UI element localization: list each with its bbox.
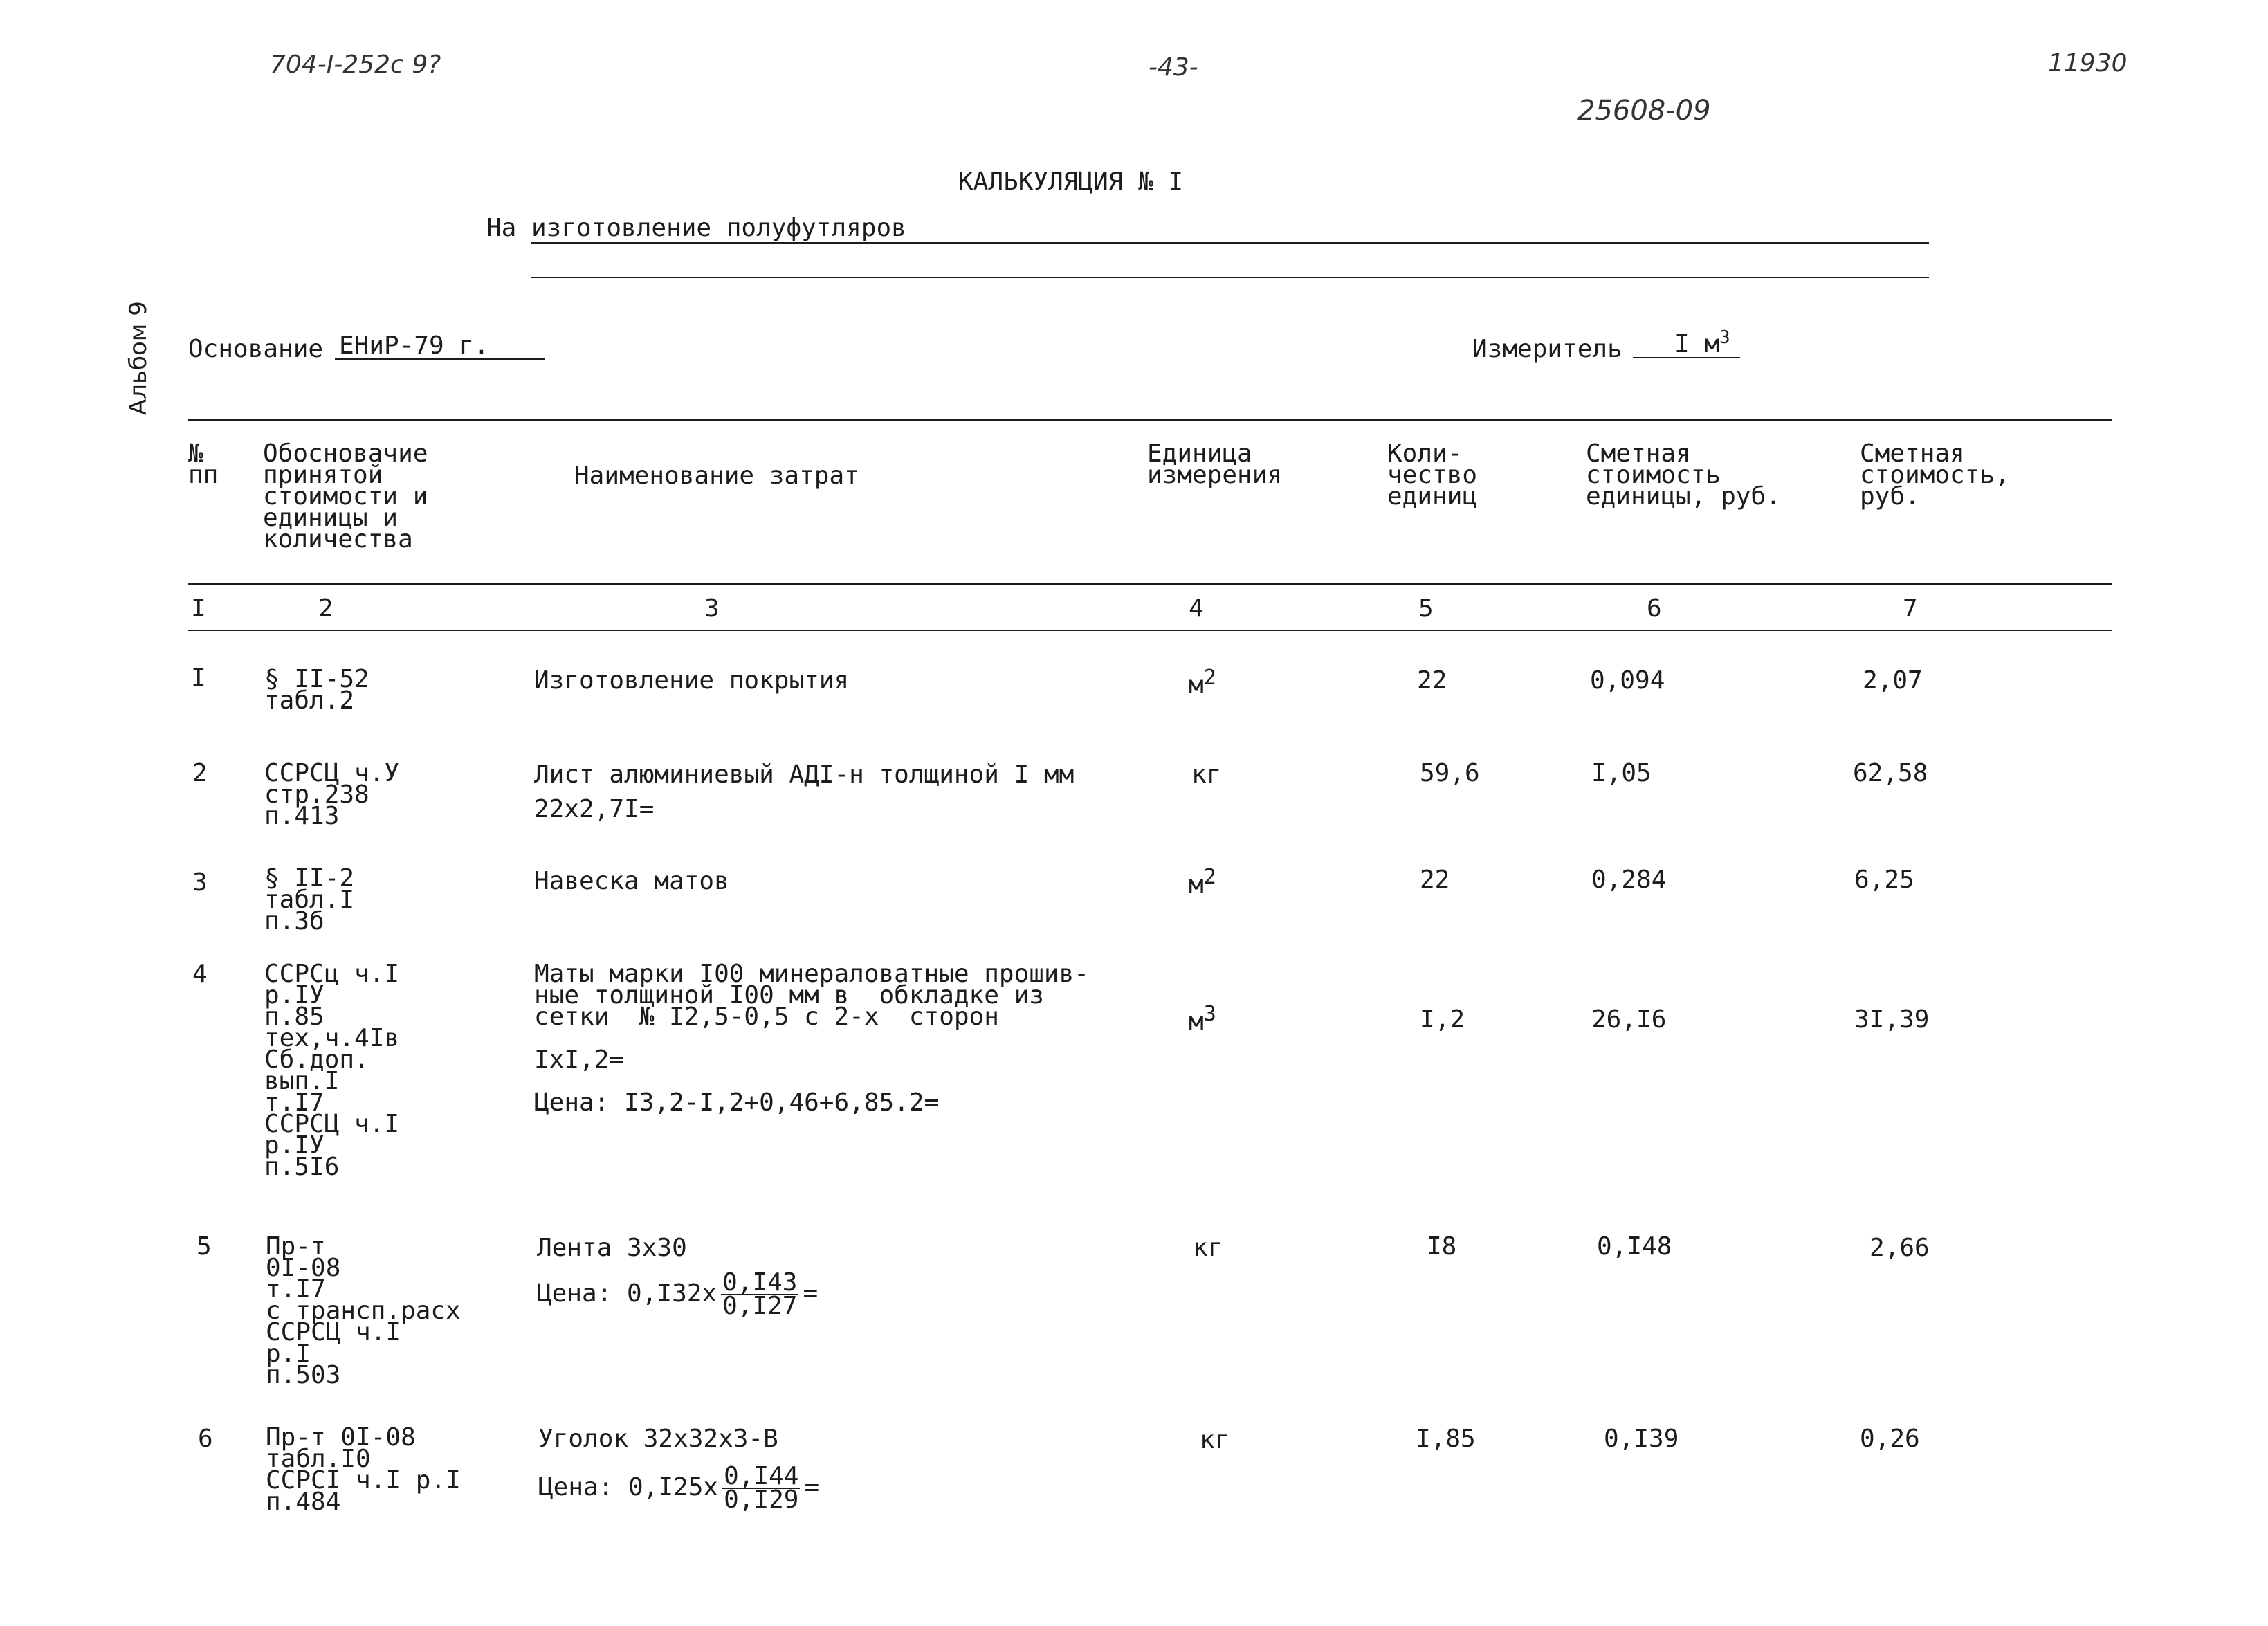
table-numbers-rule: [188, 630, 2112, 631]
meter-value: I $м^3$: [1633, 325, 1740, 358]
row-qty: 22: [1420, 866, 1450, 894]
table-top-rule: [188, 419, 2112, 421]
col-number-5: 5: [1418, 594, 1434, 623]
registration-number: 25608-09: [1577, 95, 1711, 127]
col-number-7: 7: [1903, 594, 1918, 623]
row-cost: 2,07: [1863, 666, 1923, 695]
row-cost: 0,26: [1860, 1425, 1920, 1453]
row-num: 4: [192, 960, 208, 988]
row-unit-cost: I,05: [1591, 759, 1652, 787]
row-price: Цена: I3,2-I,2+0,46+6,85.2=: [534, 1088, 940, 1117]
album-label: Альбом 9: [125, 301, 152, 415]
row-qty: I,2: [1420, 1005, 1465, 1034]
row-unit: $м^2$: [1189, 666, 1216, 700]
row-num: 3: [192, 868, 208, 897]
row-name: Изготовление покрытия: [534, 666, 850, 695]
col-header-basis: Обосновачие принятой стоимости и единицы и количества: [263, 439, 428, 554]
row-basis: Пр-т 0I-08 табл.I0 ССРСI ч.I р.I п.484: [266, 1423, 461, 1516]
purpose-label: На: [486, 214, 517, 242]
row-qty: 59,6: [1420, 759, 1480, 787]
col-number-3: 3: [704, 594, 720, 623]
row-cost: 6,25: [1854, 866, 1914, 894]
col-header-unit: Единица измерения: [1147, 439, 1283, 489]
row-name: Уголок 32х32х3-В: [538, 1425, 778, 1453]
row-num: I: [191, 664, 206, 692]
col-header-cost: Сметная стоимость, руб.: [1860, 439, 2010, 511]
sheet-number: 11930: [2048, 49, 2128, 77]
row-cost: 62,58: [1853, 759, 1928, 787]
col-number-1: I: [191, 594, 206, 623]
row-cost: 2,66: [1869, 1234, 1930, 1262]
row-price: Цена: 0,I25х $\frac{0,I44}{0,I29}$ =: [538, 1462, 820, 1514]
col-header-unit-cost: Сметная стоимость единицы, руб.: [1586, 439, 1781, 511]
row-qty: I,85: [1416, 1425, 1476, 1453]
purpose-underline: [531, 242, 1929, 244]
row-unit: $м^3$: [1189, 1002, 1216, 1036]
row-calc: IхI,2=: [534, 1045, 625, 1074]
row-name: Лист алюминиевый АДI-н толщиной I мм: [534, 760, 1074, 789]
row-basis: § II-2 табл.I п.3б: [264, 864, 355, 935]
row-unit-cost: 0,I48: [1597, 1232, 1672, 1261]
row-name: Лента 3х30: [537, 1234, 687, 1262]
purpose-value: изготовление полуфутляров: [531, 214, 906, 242]
row-basis: § II-52 табл.2: [264, 665, 369, 715]
doc-code: 704-I-252c 9?: [270, 51, 441, 79]
col-number-6: 6: [1647, 594, 1662, 623]
row-num: 2: [192, 759, 208, 787]
basis-value: ЕНиР-79 г.: [335, 334, 545, 360]
col-number-4: 4: [1189, 594, 1204, 623]
row-unit-cost: 0,284: [1591, 866, 1667, 894]
row-unit: $м^2$: [1189, 865, 1216, 899]
row-calc: 22х2,7I=: [534, 795, 655, 823]
row-basis: ССРСц ч.I р.IУ п.85 тех,ч.4Iв Сб.доп. вып.I т.I7 ССРСЦ ч.I р.IУ п.5I6: [264, 960, 400, 1181]
row-unit: кг: [1193, 1234, 1223, 1262]
row-num: 5: [196, 1232, 212, 1261]
row-qty: I8: [1427, 1232, 1457, 1261]
row-name: Маты марки I00 минераловатные прошив- ные толщиной I00 мм в обкладке из сетки № I2,5-0,5 с 2-х сторон: [534, 960, 1089, 1031]
document-title: КАЛЬКУЛЯЦИЯ № I: [958, 167, 1184, 196]
col-header-qty: Коли- чество единиц: [1387, 439, 1478, 511]
row-num: 6: [198, 1425, 213, 1453]
page-number: -43-: [1149, 53, 1198, 82]
row-qty: 22: [1417, 666, 1447, 695]
row-unit-cost: 0,094: [1590, 666, 1665, 695]
row-price: Цена: 0,I32х $\frac{0,I43}{0,I27}$ =: [537, 1268, 819, 1320]
row-unit: кг: [1200, 1426, 1230, 1454]
row-basis: ССРСЦ ч.У стр.238 п.413: [264, 759, 400, 830]
row-unit-cost: 0,I39: [1604, 1425, 1679, 1453]
col-header-num: № пп: [188, 439, 219, 489]
purpose-underline-2: [531, 277, 1929, 278]
row-basis: Пр-т 0I-08 т.I7 с трансп.расх ССРСЦ ч.I р.I п.503: [266, 1232, 461, 1389]
basis-label: Основание: [188, 335, 324, 363]
row-unit-cost: 26,I6: [1591, 1005, 1667, 1034]
table-header-rule: [188, 583, 2112, 585]
col-header-name: Наименование затрат: [574, 462, 859, 490]
meter-label: Измеритель: [1472, 335, 1622, 363]
row-cost: 3I,39: [1854, 1005, 1930, 1034]
row-name: Навеска матов: [534, 867, 729, 895]
row-unit: кг: [1191, 760, 1222, 789]
col-number-2: 2: [318, 594, 333, 623]
